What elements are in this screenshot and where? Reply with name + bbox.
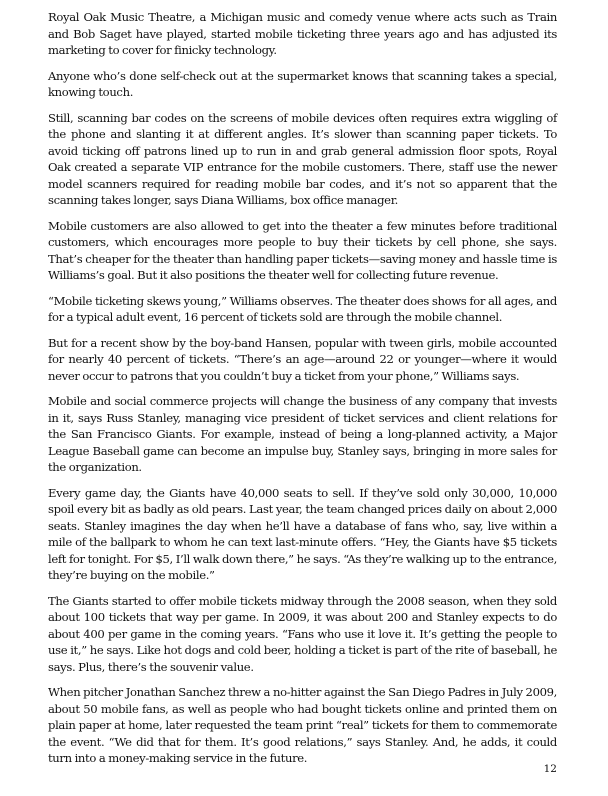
paragraph: Every game day, the Giants have 40,000 seats to sell. If they’ve sold only 30,000, 10,000 spoil every bit as badly as old pears. Last year, the team changed prices daily on about 2,000 seats. Stanley imagines the day when he’ll have a database of fans who, say, live within a mile of the ballpark to whom he can text last-minute offers. “Hey, the Giants have $5 tickets left for tonight. For $5, I’ll walk down there,” he says. “As they’re walking up to the entrance, they’re buying on the mobile.” xyxy=(48,485,557,582)
paragraph: Anyone who’s done self-check out at the supermarket knows that scanning takes a special, knowing touch. xyxy=(48,68,557,99)
paragraph: Royal Oak Music Theatre, a Michigan music and comedy venue where acts such as Train and Bob Saget have played, started mobile ticketing three years ago and has adjusted its marketing to cover for finicky technology. xyxy=(48,10,557,57)
document-body xyxy=(48,9,557,776)
paragraph: But for a recent show by the boy-band Hansen, popular with tween girls, mobile accounted for nearly 40 percent of tickets. “There’s an age—around 22 or younger—where it would never occur to patrons that you couldn’t buy a ticket from your phone,” Williams says. xyxy=(48,335,557,383)
paragraph: Still, scanning bar codes on the screens of mobile devices often requires extra wiggling of the phone and slanting it at different angles. It’s slower than scanning paper tickets. To avoid ticking off patrons lined up to run in and grab general admission floor spots, Royal Oak created a separate VIP entrance for the mobile customers. There, staff use the newer model scanners required for reading mobile bar codes, and it’s not so apparent that the scanning takes longer, says Diana Williams, box office manager. xyxy=(48,110,557,207)
paragraph: Mobile and social commerce projects will change the business of any company that invests in it, says Russ Stanley, managing vice president of ticket services and client relations for the San Francisco Giants. For example, instead of being a long-planned activity, a Major League Baseball game can become an impulse buy, Stanley says, bringing in more sales for the organization. xyxy=(48,394,557,474)
paragraph: Mobile customers are also allowed to get into the theater a few minutes before traditional customers, which encourages more people to buy their tickets by cell phone, she says. That’s cheaper for the theater than handling paper tickets—saving money and hassle time is Williams’s goal. But it also positions the theater well for collecting future revenue. xyxy=(48,218,557,282)
page-number: 12 xyxy=(543,763,557,775)
paragraph: “Mobile ticketing skews young,” Williams observes. The theater does shows for all ages, and for a typical adult event, 16 percent of tickets sold are through the mobile channel. xyxy=(48,293,557,324)
paragraph: The Giants started to offer mobile tickets midway through the 2008 season, when they sold about 100 tickets that way per game. In 2009, it was about 200 and Stanley expects to do about 400 per game in the coming years. “Fans who use it love it. It’s getting the people to use it,” he says. Like hot dogs and cold beer, holding a ticket is part of the rite of baseball, he says. Plus, there’s the souvenir value. xyxy=(48,593,557,674)
paragraph: When pitcher Jonathan Sanchez threw a no-hitter against the San Diego Padres in July 2009, about 50 mobile fans, as well as people who had bought tickets online and printed them on plain paper at home, later requested the team print “real” tickets for them to commemorate the event. “We did that for them. It’s good relations,” says Stanley. And, he adds, it could turn into a money-making service in the future. xyxy=(48,685,557,765)
